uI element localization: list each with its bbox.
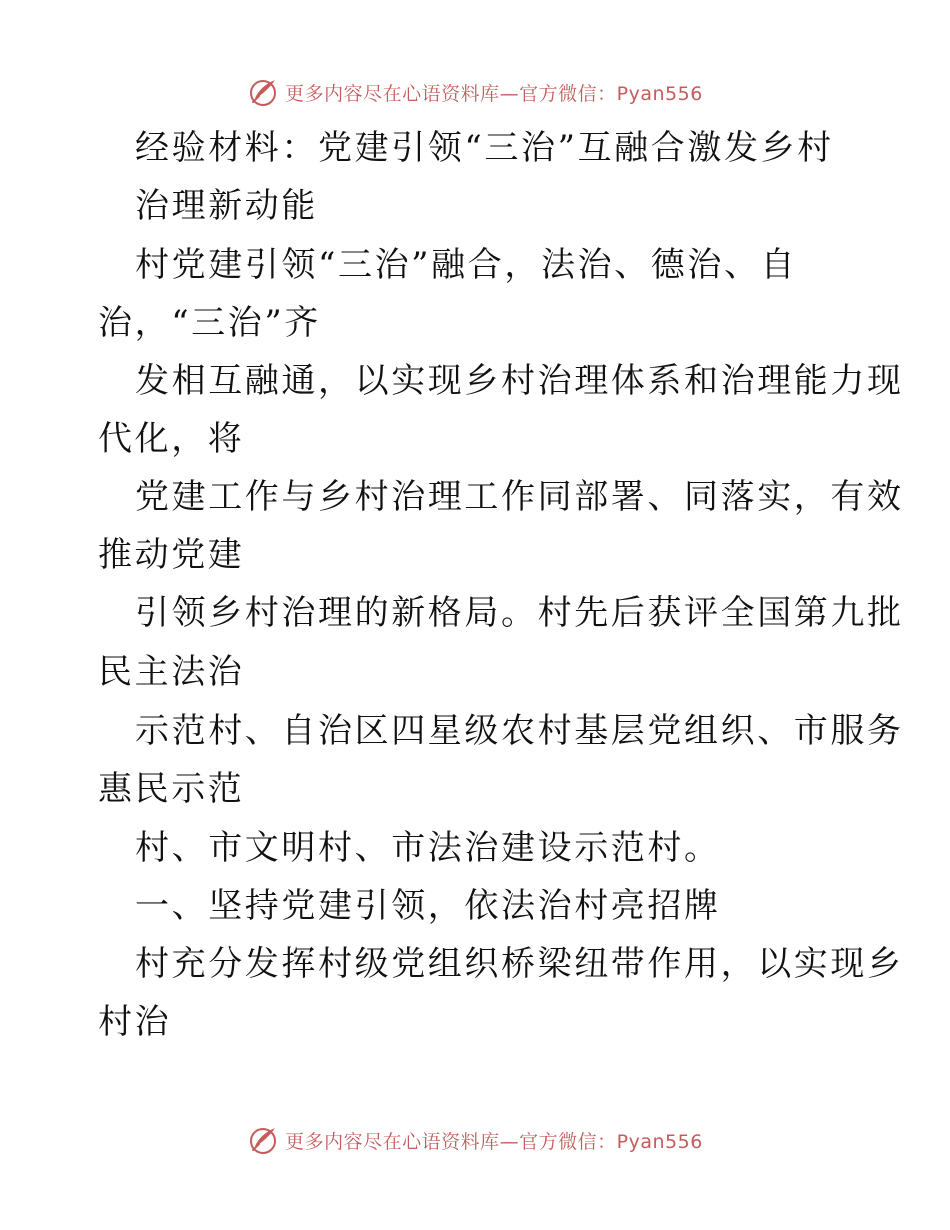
feather-pen-logo-icon bbox=[247, 1124, 279, 1156]
paragraph-line: 村党建引领“三治”融合，法治、德治、自 bbox=[135, 245, 798, 285]
watermark-text: 更多内容尽在心语资料库—官方微信：Pyan556 bbox=[285, 82, 703, 105]
paragraph-line: 民主法治 bbox=[98, 652, 245, 692]
paragraph-line: 治，“三治”齐 bbox=[98, 303, 321, 343]
paragraph-line: 示范村、自治区四星级农村基层党组织、市服务 bbox=[135, 711, 904, 751]
paragraph-line: 代化，将 bbox=[98, 419, 245, 459]
document-title-line-1: 经验材料：党建引领“三治”互融合激发乡村 bbox=[135, 128, 834, 168]
paragraph-line: 发相互融通，以实现乡村治理体系和治理能力现 bbox=[135, 361, 904, 401]
document-title-line-2: 治理新动能 bbox=[135, 186, 318, 226]
paragraph-line: 村治 bbox=[98, 1002, 172, 1042]
paragraph-line: 党建工作与乡村治理工作同部署、同落实，有效 bbox=[135, 477, 904, 517]
section-heading: 一、坚持党建引领，依法治村亮招牌 bbox=[135, 886, 721, 926]
paragraph-line: 推动党建 bbox=[98, 535, 245, 575]
footer-watermark bbox=[0, 1120, 950, 1160]
paragraph-line: 村充分发挥村级党组织桥梁纽带作用，以实现乡 bbox=[135, 944, 904, 984]
paragraph-line: 惠民示范 bbox=[98, 769, 245, 809]
paragraph-line: 村、市文明村、市法治建设示范村。 bbox=[135, 828, 721, 868]
paragraph-line: 引领乡村治理的新格局。村先后获评全国第九批 bbox=[135, 593, 904, 633]
watermark-text: 更多内容尽在心语资料库—官方微信：Pyan556 bbox=[285, 1130, 703, 1153]
